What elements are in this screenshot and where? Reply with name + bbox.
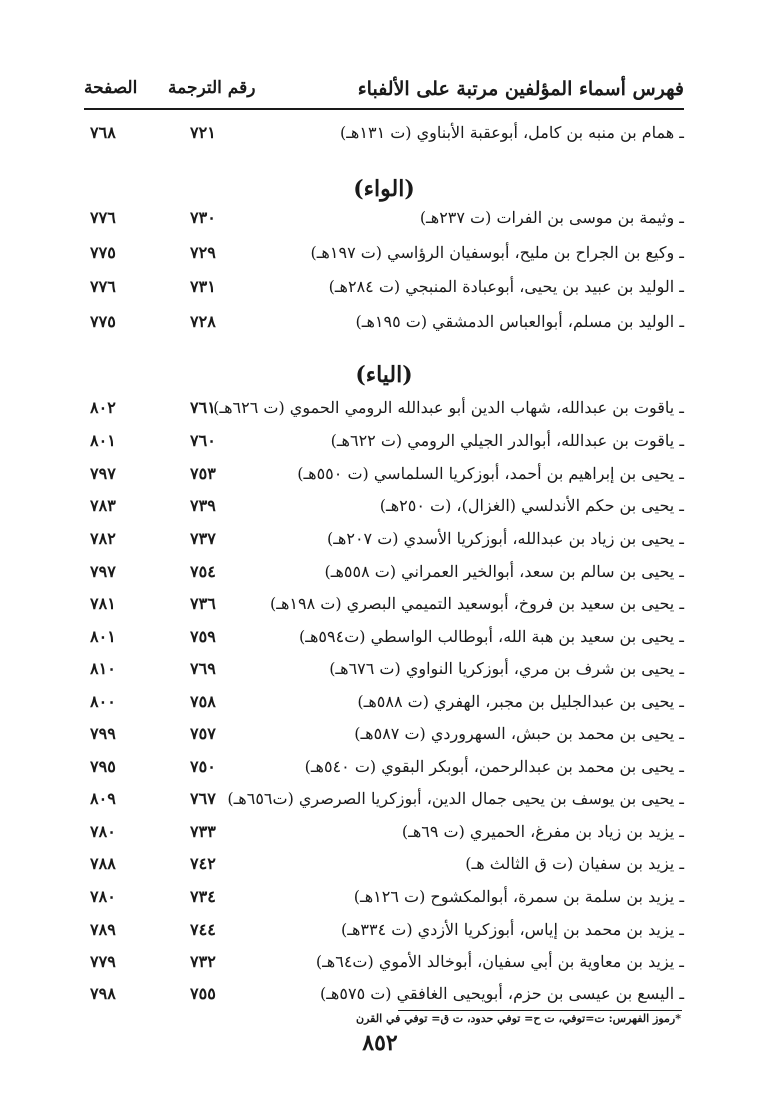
index-row	[84, 592, 684, 622]
index-row	[84, 625, 684, 655]
page-number: ٧٨٠	[90, 822, 116, 841]
page-folio: ٨٥٢	[362, 1030, 398, 1056]
header-translation-number: رقم الترجمة	[168, 78, 256, 98]
author-name: ـ يحيى بن محمد بن عبدالرحمن، أبوبكر البقوي (ت ٥٤٠هـ)	[304, 757, 684, 776]
index-row	[84, 722, 684, 752]
page-number: ٨٠٢	[90, 398, 116, 417]
translation-number: ٧٣١	[190, 277, 216, 296]
author-name: ـ يحيى بن سعيد بن فروخ، أبوسعيد التميمي البصري (ت ١٩٨هـ)	[270, 594, 684, 613]
translation-number: ٧٥٩	[190, 627, 216, 646]
translation-number: ٧٢١	[190, 123, 216, 142]
index-row	[84, 310, 684, 340]
index-row	[84, 755, 684, 785]
author-name: ـ يحيى بن يوسف بن يحيى جمال الدين، أبوزكريا الصرصري (ت٦٥٦هـ)	[227, 789, 684, 808]
index-row	[84, 121, 684, 151]
translation-number: ٧٦٧	[190, 789, 216, 808]
page-number: ٧٨٢	[90, 529, 116, 548]
author-name: ـ يحيى بن زياد بن عبدالله، أبوزكريا الأسدي (ت ٢٠٧هـ)	[326, 529, 684, 548]
index-row	[84, 657, 684, 687]
page-number: ٧٨١	[90, 594, 116, 613]
author-name: ـ يزيد بن سفيان (ت ق الثالث هـ)	[465, 854, 684, 873]
section-heading-ya: (الياء)	[355, 362, 413, 388]
author-name: ـ وكيع بن الجراح بن مليح، أبوسفيان الرؤاسي (ت ١٩٧هـ)	[310, 243, 684, 262]
page-number: ٧٩٨	[90, 984, 116, 1003]
translation-number: ٧٣٢	[190, 952, 216, 971]
author-name: ـ ياقوت بن عبدالله، أبوالدر الجيلي الرومي (ت ٦٢٢هـ)	[330, 431, 684, 450]
page-number: ٧٧٥	[90, 243, 116, 262]
translation-number: ٧٢٩	[190, 243, 216, 262]
translation-number: ٧٣٧	[190, 529, 216, 548]
author-name: ـ الوليد بن عبيد بن يحيى، أبوعبادة المنبجي (ت ٢٨٤هـ)	[328, 277, 684, 296]
page-number: ٧٨٩	[90, 920, 116, 939]
page-number: ٨٠١	[90, 431, 116, 450]
page-number: ٧٧٦	[90, 208, 116, 227]
page-number: ٧٧٥	[90, 312, 116, 331]
author-name: ـ يحيى بن عبدالجليل بن مجبر، الهفري (ت ٥٨٨هـ)	[357, 692, 684, 711]
page-number: ٧٩٩	[90, 724, 116, 743]
index-row	[84, 494, 684, 524]
author-name: ـ يحيى بن سعيد بن هبة الله، أبوطالب الواسطي (ت٥٩٤هـ)	[299, 627, 684, 646]
translation-number: ٧٥٤	[190, 562, 216, 581]
header-page: الصفحة	[84, 78, 138, 98]
index-row	[84, 560, 684, 590]
translation-number: ٧٣٠	[190, 208, 216, 227]
index-row	[84, 852, 684, 882]
footnote-divider	[398, 1010, 682, 1011]
index-row	[84, 527, 684, 557]
index-row	[84, 275, 684, 305]
translation-number: ٧٣٦	[190, 594, 216, 613]
author-name: ـ يحيى بن محمد بن حبش، السهروردي (ت ٥٨٧هـ)	[354, 724, 684, 743]
author-name: ـ يزيد بن سلمة بن سمرة، أبوالمكشوح (ت ١٢٦هـ)	[353, 887, 684, 906]
author-name: ـ همام بن منبه بن كامل، أبوعقبة الأبناوي (ت ١٣١هـ)	[340, 123, 684, 142]
index-row	[84, 885, 684, 915]
index-row	[84, 690, 684, 720]
page-number: ٧٨٨	[90, 854, 116, 873]
translation-number: ٧٥٥	[190, 984, 216, 1003]
translation-number: ٧٥٠	[190, 757, 216, 776]
author-name: ـ يحيى بن سالم بن سعد، أبوالخير العمراني (ت ٥٥٨هـ)	[324, 562, 684, 581]
author-name: ـ يحيى بن حكم الأندلسي (الغزال)، (ت ٢٥٠هـ)	[379, 496, 684, 515]
index-row	[84, 241, 684, 271]
page-number: ٨١٠	[90, 659, 116, 678]
page-number: ٧٩٥	[90, 757, 116, 776]
author-name: ـ يزيد بن زياد بن مفرغ، الحميري (ت ٦٩هـ)	[401, 822, 684, 841]
page-number: ٨٠٩	[90, 789, 116, 808]
page-number: ٨٠١	[90, 627, 116, 646]
index-row	[84, 429, 684, 459]
page-header	[84, 76, 684, 110]
translation-number: ٧٢٨	[190, 312, 216, 331]
author-name: ـ ياقوت بن عبدالله، شهاب الدين أبو عبدالله الرومي الحموي (ت ٦٢٦هـ)	[213, 398, 684, 417]
author-name: ـ يزيد بن معاوية بن أبي سفيان، أبوخالد الأموي (ت٦٤هـ)	[315, 952, 684, 971]
translation-number: ٧٣٣	[190, 822, 216, 841]
translation-number: ٧٤٢	[190, 854, 216, 873]
author-name: ـ اليسع بن عيسى بن حزم، أبويحيى الغافقي (ت ٥٧٥هـ)	[320, 984, 684, 1003]
page-number: ٨٠٠	[90, 692, 116, 711]
index-row	[84, 206, 684, 236]
index-row	[84, 462, 684, 492]
page-number: ٧٦٨	[90, 123, 116, 142]
header-title: فهرس أسماء المؤلفين مرتبة على الألفباء	[357, 78, 684, 100]
index-row	[84, 982, 684, 1012]
translation-number: ٧٦١	[190, 398, 216, 417]
author-name: ـ الوليد بن مسلم، أبوالعباس الدمشقي (ت ١٩٥هـ)	[355, 312, 684, 331]
index-row	[84, 918, 684, 948]
author-name: ـ يحيى بن إبراهيم بن أحمد، أبوزكريا السلماسي (ت ٥٥٠هـ)	[297, 464, 684, 483]
index-row	[84, 787, 684, 817]
page-number: ٧٩٧	[90, 464, 116, 483]
index-row	[84, 820, 684, 850]
footnote: *رموز الفهرس: ت=توفي، ت ح= توفي حدود، ت ق= توفي في القرن	[356, 1012, 681, 1025]
page-number: ٧٨٠	[90, 887, 116, 906]
translation-number: ٧٦٠	[190, 431, 216, 450]
translation-number: ٧٥٧	[190, 724, 216, 743]
author-name: ـ يحيى بن شرف بن مري، أبوزكريا النواوي (ت ٦٧٦هـ)	[329, 659, 684, 678]
translation-number: ٧٥٣	[190, 464, 216, 483]
translation-number: ٧٣٤	[190, 887, 216, 906]
page-number: ٧٩٧	[90, 562, 116, 581]
author-name: ـ وثيمة بن موسى بن الفرات (ت ٢٣٧هـ)	[419, 208, 684, 227]
translation-number: ٧٥٨	[190, 692, 216, 711]
author-name: ـ يزيد بن محمد بن إياس، أبوزكريا الأزدي (ت ٣٣٤هـ)	[341, 920, 684, 939]
page-number: ٧٧٩	[90, 952, 116, 971]
section-heading-waw: (الواء)	[353, 176, 415, 202]
index-row	[84, 950, 684, 980]
translation-number: ٧٤٤	[190, 920, 216, 939]
translation-number: ٧٣٩	[190, 496, 216, 515]
index-row	[84, 396, 684, 426]
page-number: ٧٨٣	[90, 496, 116, 515]
translation-number: ٧٦٩	[190, 659, 216, 678]
page-number: ٧٧٦	[90, 277, 116, 296]
